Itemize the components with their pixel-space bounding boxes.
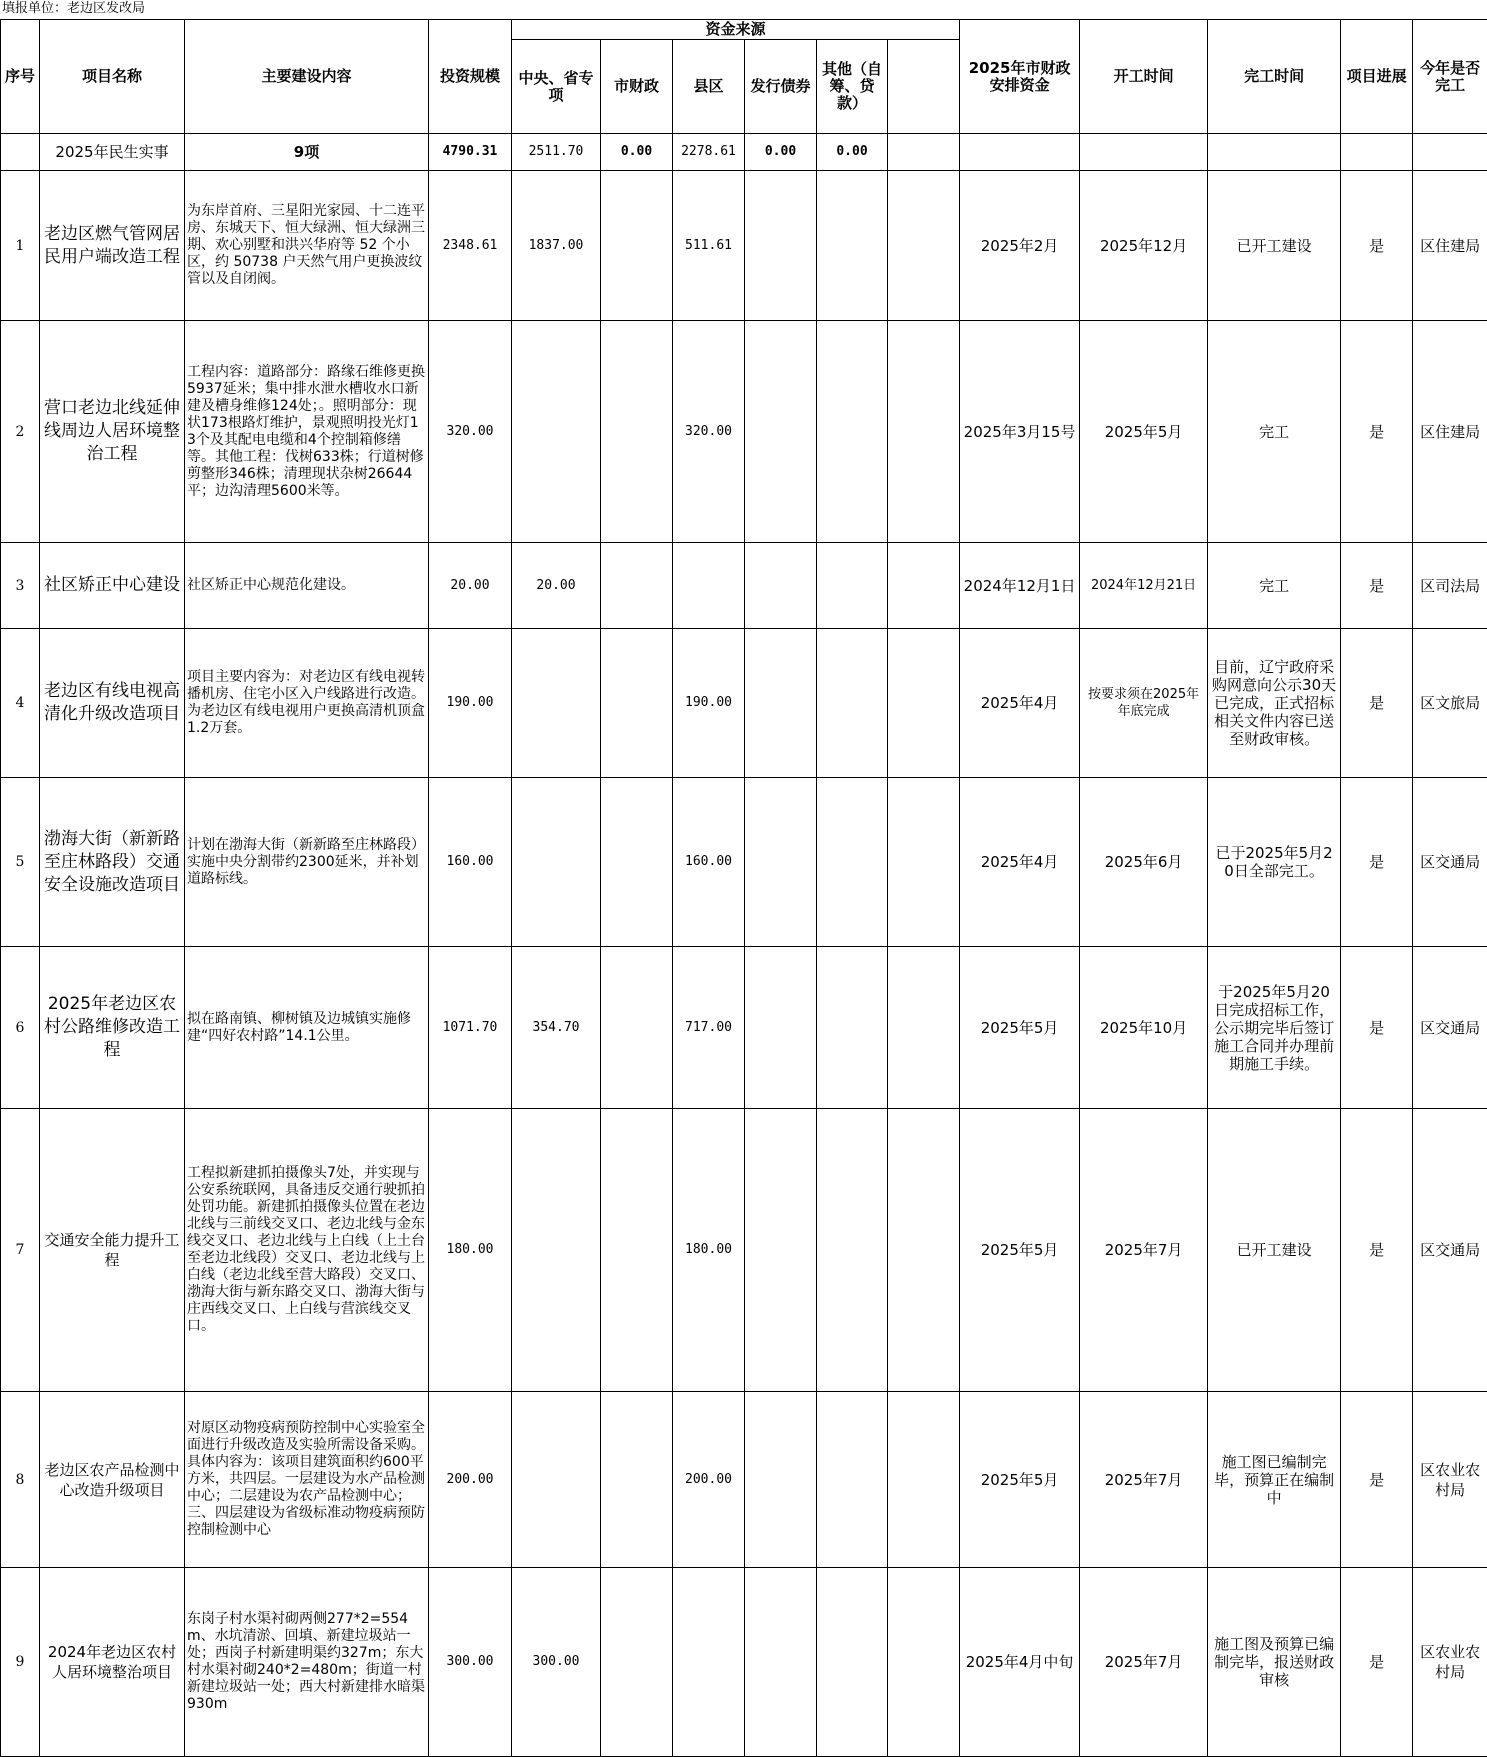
investment-scale: 20.00 (429, 543, 512, 629)
end-time: 2025年10月 (1080, 947, 1208, 1109)
investment-scale: 200.00 (429, 1392, 512, 1568)
completed-this-year: 是 (1341, 1568, 1413, 1757)
header-completed-this-year: 今年是否完工 (1413, 20, 1487, 134)
row-index: 1 (1, 171, 40, 321)
header-start-time: 开工时间 (1080, 20, 1208, 134)
investment-scale: 2348.61 (429, 171, 512, 321)
city-budget-funds (888, 629, 960, 778)
summary-central: 2511.70 (512, 134, 601, 171)
investment-scale: 320.00 (429, 321, 512, 543)
project-content: 项目主要内容为：对老边区有线电视转播机房、住宅小区入户线路进行改造。为老边区有线电视用户更换高清机顶盒1.2万套。 (185, 629, 429, 778)
project-progress: 施工图及预算已编制完毕，报送财政审核 (1208, 1568, 1341, 1757)
other-funds (817, 543, 888, 629)
header-central-provincial: 中央、省专项 (512, 40, 601, 134)
completed-this-year: 是 (1341, 321, 1413, 543)
header-content: 主要建设内容 (185, 20, 429, 134)
city-budget-funds (888, 947, 960, 1109)
city-finance-funds (601, 947, 673, 1109)
responsible-unit: 区农业农村局 (1413, 1392, 1487, 1568)
responsible-unit: 区住建局 (1413, 171, 1487, 321)
summary-progress (1208, 134, 1341, 171)
other-funds (817, 1568, 888, 1757)
end-time: 2025年7月 (1080, 1392, 1208, 1568)
city-budget-funds (888, 1392, 960, 1568)
investment-scale: 160.00 (429, 778, 512, 947)
end-time: 2025年6月 (1080, 778, 1208, 947)
other-funds (817, 321, 888, 543)
project-content: 拟在路南镇、柳树镇及边城镇实施修建“四好农村路”14.1公里。 (185, 947, 429, 1109)
county-funds (673, 1568, 745, 1757)
central-provincial-funds (512, 778, 601, 947)
table-row (1, 1568, 1487, 1757)
summary-count: 9项 (185, 134, 429, 171)
other-funds (817, 629, 888, 778)
summary-bond: 0.00 (745, 134, 817, 171)
city-budget-funds (888, 1109, 960, 1392)
bond-funds (745, 321, 817, 543)
row-index: 7 (1, 1109, 40, 1392)
project-name: 2025年老边区农村公路维修改造工程 (40, 947, 185, 1109)
summary-city: 0.00 (601, 134, 673, 171)
county-funds: 180.00 (673, 1109, 745, 1392)
summary-index (1, 134, 40, 171)
summary-county: 2278.61 (673, 134, 745, 171)
table-row (1, 543, 1487, 629)
header-end-time: 完工时间 (1208, 20, 1341, 134)
row-index: 8 (1, 1392, 40, 1568)
responsible-unit: 区文旅局 (1413, 629, 1487, 778)
central-provincial-funds: 300.00 (512, 1568, 601, 1757)
bond-funds (745, 1109, 817, 1392)
project-name: 老边区燃气管网居民用户端改造工程 (40, 171, 185, 321)
row-index: 3 (1, 543, 40, 629)
completed-this-year: 是 (1341, 778, 1413, 947)
table-row (1, 1392, 1487, 1568)
header-bond: 发行债券 (745, 40, 817, 134)
project-progress: 已开工建设 (1208, 171, 1341, 321)
county-funds (673, 543, 745, 629)
summary-city-budget (888, 134, 960, 171)
completed-this-year: 是 (1341, 1109, 1413, 1392)
table-row (1, 629, 1487, 778)
start-time: 2025年5月 (960, 947, 1080, 1109)
city-budget-funds (888, 171, 960, 321)
responsible-unit: 区农业农村局 (1413, 1568, 1487, 1757)
responsible-unit: 区司法局 (1413, 543, 1487, 629)
end-time: 2025年5月 (1080, 321, 1208, 543)
bond-funds (745, 1568, 817, 1757)
project-name: 营口老边北线延伸线周边人居环境整治工程 (40, 321, 185, 543)
project-progress: 完工 (1208, 543, 1341, 629)
header-index: 序号 (1, 20, 40, 134)
project-content: 计划在渤海大街（新新路至庄林路段）实施中央分割带约2300延米，并补划道路标线。 (185, 778, 429, 947)
central-provincial-funds (512, 321, 601, 543)
city-finance-funds (601, 1568, 673, 1757)
central-provincial-funds (512, 629, 601, 778)
header-investment-scale: 投资规模 (429, 20, 512, 134)
summary-end (1080, 134, 1208, 171)
end-time: 2025年12月 (1080, 171, 1208, 321)
project-progress: 已于2025年5月20日全部完工。 (1208, 778, 1341, 947)
row-index: 9 (1, 1568, 40, 1757)
city-budget-funds (888, 778, 960, 947)
responsible-unit: 区交通局 (1413, 778, 1487, 947)
other-funds (817, 171, 888, 321)
bond-funds (745, 778, 817, 947)
bond-funds (745, 629, 817, 778)
start-time: 2025年4月 (960, 629, 1080, 778)
bond-funds (745, 171, 817, 321)
investment-scale: 180.00 (429, 1109, 512, 1392)
project-progress: 已开工建设 (1208, 1109, 1341, 1392)
responsible-unit: 区交通局 (1413, 947, 1487, 1109)
project-name: 老边区有线电视高清化升级改造项目 (40, 629, 185, 778)
completed-this-year: 是 (1341, 947, 1413, 1109)
row-index: 4 (1, 629, 40, 778)
project-progress: 施工图已编制完毕，预算正在编制中 (1208, 1392, 1341, 1568)
bond-funds (745, 1392, 817, 1568)
other-funds (817, 1109, 888, 1392)
city-budget-funds (888, 1568, 960, 1757)
city-finance-funds (601, 1392, 673, 1568)
summary-done (1341, 134, 1413, 171)
header-county: 县区 (673, 40, 745, 134)
county-funds: 190.00 (673, 629, 745, 778)
city-finance-funds (601, 321, 673, 543)
central-provincial-funds (512, 1109, 601, 1392)
start-time: 2025年3月15号 (960, 321, 1080, 543)
header-row-1 (1, 20, 1487, 40)
project-name: 社区矫正中心建设 (40, 543, 185, 629)
table-row (1, 321, 1487, 543)
header-funding-source: 资金来源 (512, 20, 960, 40)
start-time: 2025年2月 (960, 171, 1080, 321)
project-content: 为东岸首府、三星阳光家园、十二连平房、东城天下、恒大绿洲、恒大绿洲三期、欢心别墅和洪兴华府等 52 个小区，约 50738 户天然气用户更换波纹管以及自闭阀。 (185, 171, 429, 321)
county-funds: 200.00 (673, 1392, 745, 1568)
city-finance-funds (601, 171, 673, 321)
responsible-unit: 区住建局 (1413, 321, 1487, 543)
table-row (1, 1109, 1487, 1392)
completed-this-year: 是 (1341, 543, 1413, 629)
row-index: 5 (1, 778, 40, 947)
summary-label: 2025年民生实事 (40, 134, 185, 171)
investment-scale: 190.00 (429, 629, 512, 778)
county-funds: 320.00 (673, 321, 745, 543)
summary-row (1, 134, 1487, 171)
investment-scale: 1071.70 (429, 947, 512, 1109)
project-progress: 完工 (1208, 321, 1341, 543)
header-progress: 项目进展 (1341, 20, 1413, 134)
county-funds: 511.61 (673, 171, 745, 321)
completed-this-year: 是 (1341, 1392, 1413, 1568)
city-budget-funds (888, 321, 960, 543)
project-content: 对原区动物疫病预防控制中心实验室全面进行升级改造及实验所需设备采购。具体内容为：该项目建筑面积约600平方米，共四层。一层建设为水产品检测中心；二层建设为农产品检测中心；三、四层建设为省级标准动物疫病预防控制检测中心 (185, 1392, 429, 1568)
start-time: 2025年4月中旬 (960, 1568, 1080, 1757)
central-provincial-funds: 1837.00 (512, 171, 601, 321)
summary-other: 0.00 (817, 134, 888, 171)
end-time: 2025年7月 (1080, 1109, 1208, 1392)
bond-funds (745, 543, 817, 629)
start-time: 2025年5月 (960, 1392, 1080, 1568)
project-progress: 目前，辽宁政府采购网意向公示30天已完成，正式招标相关文件内容已送至财政审核。 (1208, 629, 1341, 778)
header-city-budget: 2025年市财政安排资金 (960, 20, 1080, 134)
central-provincial-funds: 20.00 (512, 543, 601, 629)
start-time: 2025年5月 (960, 1109, 1080, 1392)
city-budget-funds (888, 543, 960, 629)
start-time: 2024年12月1日 (960, 543, 1080, 629)
city-finance-funds (601, 1109, 673, 1392)
bond-funds (745, 947, 817, 1109)
start-time: 2025年4月 (960, 778, 1080, 947)
completed-this-year: 是 (1341, 629, 1413, 778)
investment-scale: 300.00 (429, 1568, 512, 1757)
project-name: 2024年老边区农村人居环境整治项目 (40, 1568, 185, 1757)
central-provincial-funds: 354.70 (512, 947, 601, 1109)
completed-this-year: 是 (1341, 171, 1413, 321)
table-row (1, 947, 1487, 1109)
project-content: 工程拟新建抓拍摄像头7处，并实现与公安系统联网，具备违反交通行驶抓拍处罚功能。新建抓拍摄像头位置在老边北线与三前线交叉口、老边北线与金东线交叉口、老边北线与上白线（上土台至老边北线段）交叉口、老边北线与上白线（老边北线至营大路段）交叉口、渤海大街与新东路交叉口、渤海大街与庄西线交叉口、上白线与营滨线交叉口。 (185, 1109, 429, 1392)
end-time: 2024年12月21日 (1080, 543, 1208, 629)
responsible-unit: 区交通局 (1413, 1109, 1487, 1392)
other-funds (817, 778, 888, 947)
header-city-finance: 市财政 (601, 40, 673, 134)
city-finance-funds (601, 629, 673, 778)
county-funds: 717.00 (673, 947, 745, 1109)
central-provincial-funds (512, 1392, 601, 1568)
project-content: 东岗子村水渠衬砌两侧277*2=554m、水坑清淤、回填、新建垃圾站一处；西岗子村新建明渠约327m；东大村水渠衬砌240*2=480m；街道一村新建垃圾站一处；西大村新建排水暗渠930m (185, 1568, 429, 1757)
summary-unit (1413, 134, 1487, 171)
table-row (1, 171, 1487, 321)
header-other: 其他（自筹、贷款） (817, 40, 888, 134)
project-name: 老边区农产品检测中心改造升级项目 (40, 1392, 185, 1568)
city-finance-funds (601, 543, 673, 629)
reporting-unit-line: 填报单位：老边区发改局 (2, 0, 145, 18)
city-finance-funds (601, 778, 673, 947)
table-row (1, 778, 1487, 947)
project-content: 工程内容：道路部分：路缘石维修更换5937延米；集中排水泄水槽收水口新建及槽身维修124处；。照明部分：现状173根路灯维护，景观照明投光灯13个及其配电电缆和4个控制箱修缮等。其他工程：伐树633株；行道树修剪整形346株；清理现状杂树26644平；边沟清理5600米等。 (185, 321, 429, 543)
county-funds: 160.00 (673, 778, 745, 947)
project-name: 渤海大街（新新路至庄林路段）交通安全设施改造项目 (40, 778, 185, 947)
row-index: 2 (1, 321, 40, 543)
project-name: 交通安全能力提升工程 (40, 1109, 185, 1392)
end-time: 按要求须在2025年年底完成 (1080, 629, 1208, 778)
row-index: 6 (1, 947, 40, 1109)
end-time: 2025年7月 (1080, 1568, 1208, 1757)
other-funds (817, 1392, 888, 1568)
header-project-name: 项目名称 (40, 20, 185, 134)
other-funds (817, 947, 888, 1109)
project-content: 社区矫正中心规范化建设。 (185, 543, 429, 629)
livelihood-projects-table (0, 19, 1487, 1757)
summary-start (960, 134, 1080, 171)
project-progress: 于2025年5月20日完成招标工作，公示期完毕后签订施工合同并办理前期施工手续。 (1208, 947, 1341, 1109)
summary-scale: 4790.31 (429, 134, 512, 171)
